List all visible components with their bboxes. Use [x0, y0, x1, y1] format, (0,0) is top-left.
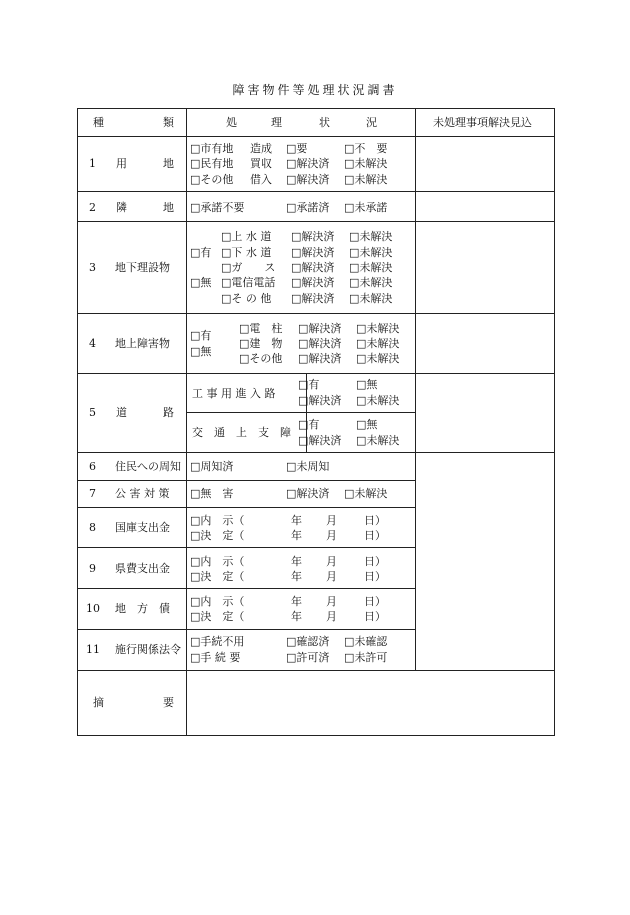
checkbox-option[interactable]: □ 決 定（ — [190, 528, 244, 543]
column-divider — [415, 109, 416, 670]
date-unit: 日） — [364, 514, 386, 527]
checkbox-option[interactable]: □ 未解決 — [356, 321, 399, 336]
row-label: 隣 — [116, 201, 127, 214]
row-number: 1 — [89, 157, 96, 170]
document-title: 障害物件等処理状況調書 — [232, 83, 398, 97]
checkbox-option[interactable]: □ 解決済 — [298, 336, 341, 351]
date-unit: 日） — [364, 610, 386, 623]
row-label: 国庫支出金 — [115, 521, 170, 534]
outlook-field[interactable] — [417, 138, 552, 668]
checkbox-option[interactable]: □ 上 水 道 — [221, 229, 271, 244]
checkbox-option[interactable]: □ 手 続 要 — [190, 650, 240, 665]
date-unit: 月 — [326, 529, 337, 542]
row-label: 地上障害物 — [115, 337, 170, 350]
checkbox-option[interactable]: □ 下 水 道 — [221, 245, 271, 260]
checkbox-option[interactable]: □ 要 — [286, 141, 307, 156]
sub-item-label: 交 通 上 支 障 — [192, 426, 291, 439]
checkbox-option[interactable]: □ 有 — [190, 245, 211, 260]
row-label: 地下理設物 — [115, 261, 170, 274]
checkbox-option[interactable]: □ 未解決 — [356, 336, 399, 351]
option-label: 造成 — [250, 142, 272, 155]
sub-item-label: 工 事 用 進 入 路 — [192, 387, 276, 400]
checkbox-option[interactable]: □ 未解決 — [356, 433, 399, 448]
date-unit: 月 — [326, 555, 337, 568]
checkbox-option[interactable]: □ 決 定（ — [190, 569, 244, 584]
checkbox-option[interactable]: □ 無 — [356, 377, 377, 392]
date-unit: 月 — [326, 610, 337, 623]
header-process: 処 — [226, 116, 237, 129]
checkbox-option[interactable]: □ 電 柱 — [239, 321, 282, 336]
row-divider — [78, 588, 415, 589]
date-unit: 月 — [326, 570, 337, 583]
checkbox-option[interactable]: □ 無 — [190, 275, 211, 290]
header-outlook: 未処理事項解決見込 — [433, 116, 532, 129]
checkbox-option[interactable]: □ 解決済 — [291, 275, 334, 290]
checkbox-option[interactable]: □ 未解決 — [356, 351, 399, 366]
checkbox-option[interactable]: □ 内 示（ — [190, 594, 244, 609]
checkbox-option[interactable]: □ 承諾済 — [286, 200, 329, 215]
header-process: 況 — [366, 116, 377, 129]
header-kind: 類 — [163, 116, 174, 129]
checkbox-option[interactable]: □ 無 害 — [190, 486, 233, 501]
row-label: 公 害 対 策 — [115, 487, 170, 500]
row-number: 3 — [89, 261, 96, 274]
row-label: 地 方 債 — [115, 602, 170, 615]
row-label: 施行関係法令 — [115, 643, 181, 656]
checkbox-option[interactable]: □ 確認済 — [286, 634, 329, 649]
date-unit: 年 — [291, 555, 302, 568]
checkbox-option[interactable]: □ 不 要 — [344, 141, 387, 156]
row-label: 路 — [163, 406, 174, 419]
date-unit: 日） — [364, 555, 386, 568]
checkbox-option[interactable]: □ 解決済 — [298, 433, 341, 448]
row-number: 6 — [89, 460, 96, 473]
checkbox-option[interactable]: □ 解決済 — [286, 486, 329, 501]
checkbox-option[interactable]: □ 無 — [356, 417, 377, 432]
header-process: 理 — [271, 116, 282, 129]
checkbox-option[interactable]: □ 未解決 — [349, 291, 392, 306]
summary-label: 摘 — [93, 696, 104, 709]
row-divider — [78, 136, 554, 137]
checkbox-option[interactable]: □ 建 物 — [239, 336, 282, 351]
checkbox-option[interactable]: □ 無 — [190, 344, 211, 359]
date-unit: 年 — [291, 595, 302, 608]
checkbox-option[interactable]: □ その他 — [190, 172, 233, 187]
checkbox-option[interactable]: □ 周知済 — [190, 459, 233, 474]
row-number: 8 — [89, 521, 96, 534]
checkbox-option[interactable]: □ 民有地 — [190, 156, 233, 171]
checkbox-option[interactable]: □ 未確認 — [344, 634, 387, 649]
column-divider — [186, 109, 187, 736]
row-label: 地 — [163, 157, 174, 170]
row-divider — [78, 507, 415, 508]
checkbox-option[interactable]: □ 許可済 — [286, 650, 329, 665]
checkbox-option[interactable]: □ 未解決 — [349, 275, 392, 290]
checkbox-option[interactable]: □ 内 示（ — [190, 554, 244, 569]
date-unit: 年 — [291, 529, 302, 542]
row-number: 9 — [89, 562, 96, 575]
disposition-table — [77, 108, 555, 736]
checkbox-option[interactable]: □ 未解決 — [344, 156, 387, 171]
checkbox-option[interactable]: □ 手続不用 — [190, 634, 244, 649]
checkbox-option[interactable]: □ 有 — [298, 417, 319, 432]
date-unit: 日） — [364, 595, 386, 608]
checkbox-option[interactable]: □ 解決済 — [298, 321, 341, 336]
header-process: 状 — [319, 116, 330, 129]
summary-label: 要 — [163, 696, 174, 709]
row-number: 7 — [89, 487, 96, 500]
checkbox-option[interactable]: □ 市有地 — [190, 141, 233, 156]
checkbox-option[interactable]: □ 未解決 — [349, 260, 392, 275]
checkbox-option[interactable]: □ 有 — [190, 328, 211, 343]
checkbox-option[interactable]: □ そ の 他 — [221, 291, 271, 306]
checkbox-option[interactable]: □ 解決済 — [298, 351, 341, 366]
date-unit: 日） — [364, 529, 386, 542]
checkbox-option[interactable]: □ 解決済 — [286, 172, 329, 187]
checkbox-option[interactable]: □ 未許可 — [344, 650, 387, 665]
row-label: 用 — [116, 157, 127, 170]
checkbox-option[interactable]: □ 承諾不要 — [190, 200, 244, 215]
date-unit: 年 — [291, 570, 302, 583]
date-unit: 月 — [326, 595, 337, 608]
row-divider — [78, 547, 415, 548]
checkbox-option[interactable]: □ 解決済 — [298, 393, 341, 408]
row-label: 県費支出金 — [115, 562, 170, 575]
row-label: 住民への周知 — [115, 460, 181, 473]
date-unit: 月 — [326, 514, 337, 527]
checkbox-option[interactable]: □ 有 — [298, 377, 319, 392]
row-divider — [78, 629, 415, 630]
checkbox-option[interactable]: □ 解決済 — [291, 229, 334, 244]
row-divider — [78, 670, 554, 671]
checkbox-option[interactable]: □ 解決済 — [291, 260, 334, 275]
checkbox-option[interactable]: □ 解決済 — [291, 245, 334, 260]
checkbox-option[interactable]: □ 未解決 — [349, 229, 392, 244]
checkbox-option[interactable]: □ 解決済 — [286, 156, 329, 171]
checkbox-option[interactable]: □ 解決済 — [291, 291, 334, 306]
checkbox-option[interactable]: □ 電信電話 — [221, 275, 275, 290]
option-label: 借入 — [250, 173, 272, 186]
row-number: 5 — [89, 406, 96, 419]
date-unit: 日） — [364, 570, 386, 583]
summary-field[interactable] — [188, 672, 552, 734]
option-label: 買収 — [250, 157, 272, 170]
checkbox-option[interactable]: □ 未解決 — [344, 486, 387, 501]
checkbox-option[interactable]: □ 未解決 — [344, 172, 387, 187]
row-label: 地 — [163, 201, 174, 214]
checkbox-option[interactable]: □ その他 — [239, 351, 282, 366]
row-number: 11 — [86, 643, 100, 656]
date-unit: 年 — [291, 514, 302, 527]
checkbox-option[interactable]: □ 内 示（ — [190, 513, 244, 528]
row-number: 4 — [89, 337, 96, 350]
checkbox-option[interactable]: □ 未周知 — [286, 459, 329, 474]
checkbox-option[interactable]: □ 未解決 — [356, 393, 399, 408]
row-divider — [186, 412, 415, 413]
checkbox-option[interactable]: □ 未承諾 — [344, 200, 387, 215]
header-kind: 種 — [93, 116, 104, 129]
row-divider — [78, 480, 415, 481]
checkbox-option[interactable]: □ ガ ス — [221, 260, 275, 275]
checkbox-option[interactable]: □ 未解決 — [349, 245, 392, 260]
date-unit: 年 — [291, 610, 302, 623]
row-label: 道 — [116, 406, 127, 419]
row-number: 10 — [86, 602, 100, 615]
row-number: 2 — [89, 201, 96, 214]
checkbox-option[interactable]: □ 決 定（ — [190, 609, 244, 624]
